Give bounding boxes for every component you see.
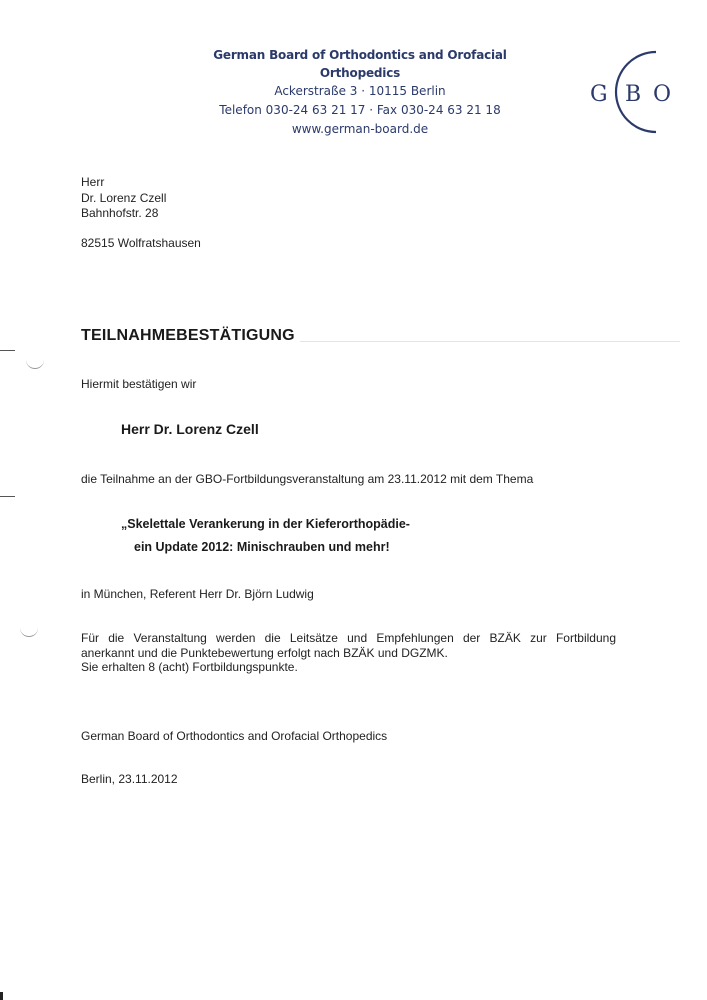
svg-text:B: B <box>625 82 642 107</box>
accreditation-line-1: Für die Veranstaltung werden die Leitsätze und Empfehlungen der BZÄK zur Fortbildung <box>81 631 616 645</box>
recipient-address <box>81 175 201 251</box>
fold-mark <box>0 496 15 497</box>
accreditation-paragraph <box>81 631 616 675</box>
intro-text: Hiermit bestätigen wir <box>81 377 197 391</box>
signature-organization: German Board of Orthodontics and Orofacial Orthopedics <box>81 729 388 743</box>
scan-artifact <box>300 341 680 342</box>
recipient-street: Bahnhofstr. 28 <box>81 206 159 220</box>
document-title: TEILNAHMEBESTÄTIGUNG <box>81 327 295 344</box>
accreditation-line-2: anerkannt und die Punktebewertung erfolgt nach BZÄK und DGZMK. <box>81 645 448 660</box>
participation-text: die Teilnahme an der GBO-Fortbildungsveranstaltung am 23.11.2012 mit dem Thema <box>81 472 534 486</box>
organization-address: Ackerstraße 3 · 10115 Berlin <box>274 84 446 98</box>
gbo-logo-icon <box>590 48 690 134</box>
recipient-city: 82515 Wolfratshausen <box>81 235 201 250</box>
svg-text:O: O <box>653 82 672 107</box>
points-line: Sie erhalten 8 (acht) Fortbildungspunkte. <box>81 660 298 674</box>
location-speaker: in München, Referent Herr Dr. Björn Ludwig <box>81 587 314 601</box>
recipient-salutation: Herr <box>81 175 105 189</box>
fold-mark <box>0 350 15 351</box>
event-topic-line-2: ein Update 2012: Minischrauben und mehr! <box>134 540 390 554</box>
svg-text:G: G <box>590 82 608 107</box>
place-date: Berlin, 23.11.2012 <box>81 772 178 786</box>
punch-hole-mark <box>20 626 38 637</box>
gbo-logo <box>590 48 690 134</box>
organization-name: German Board of Orthodontics and Orofacial Orthopedics <box>213 48 507 80</box>
participant-name: Herr Dr. Lorenz Czell <box>121 421 259 437</box>
scan-edge-mark <box>0 992 3 1000</box>
letterhead <box>180 46 540 139</box>
punch-hole-mark <box>26 358 44 369</box>
organization-phone-fax: Telefon 030-24 63 21 17 · Fax 030-24 63 21 18 <box>219 103 501 117</box>
recipient-name: Dr. Lorenz Czell <box>81 190 167 205</box>
event-topic <box>121 513 410 559</box>
event-topic-line-1: „Skelettale Verankerung in der Kieferorthopädie- <box>121 517 410 531</box>
organization-website: www.german-board.de <box>291 122 429 136</box>
